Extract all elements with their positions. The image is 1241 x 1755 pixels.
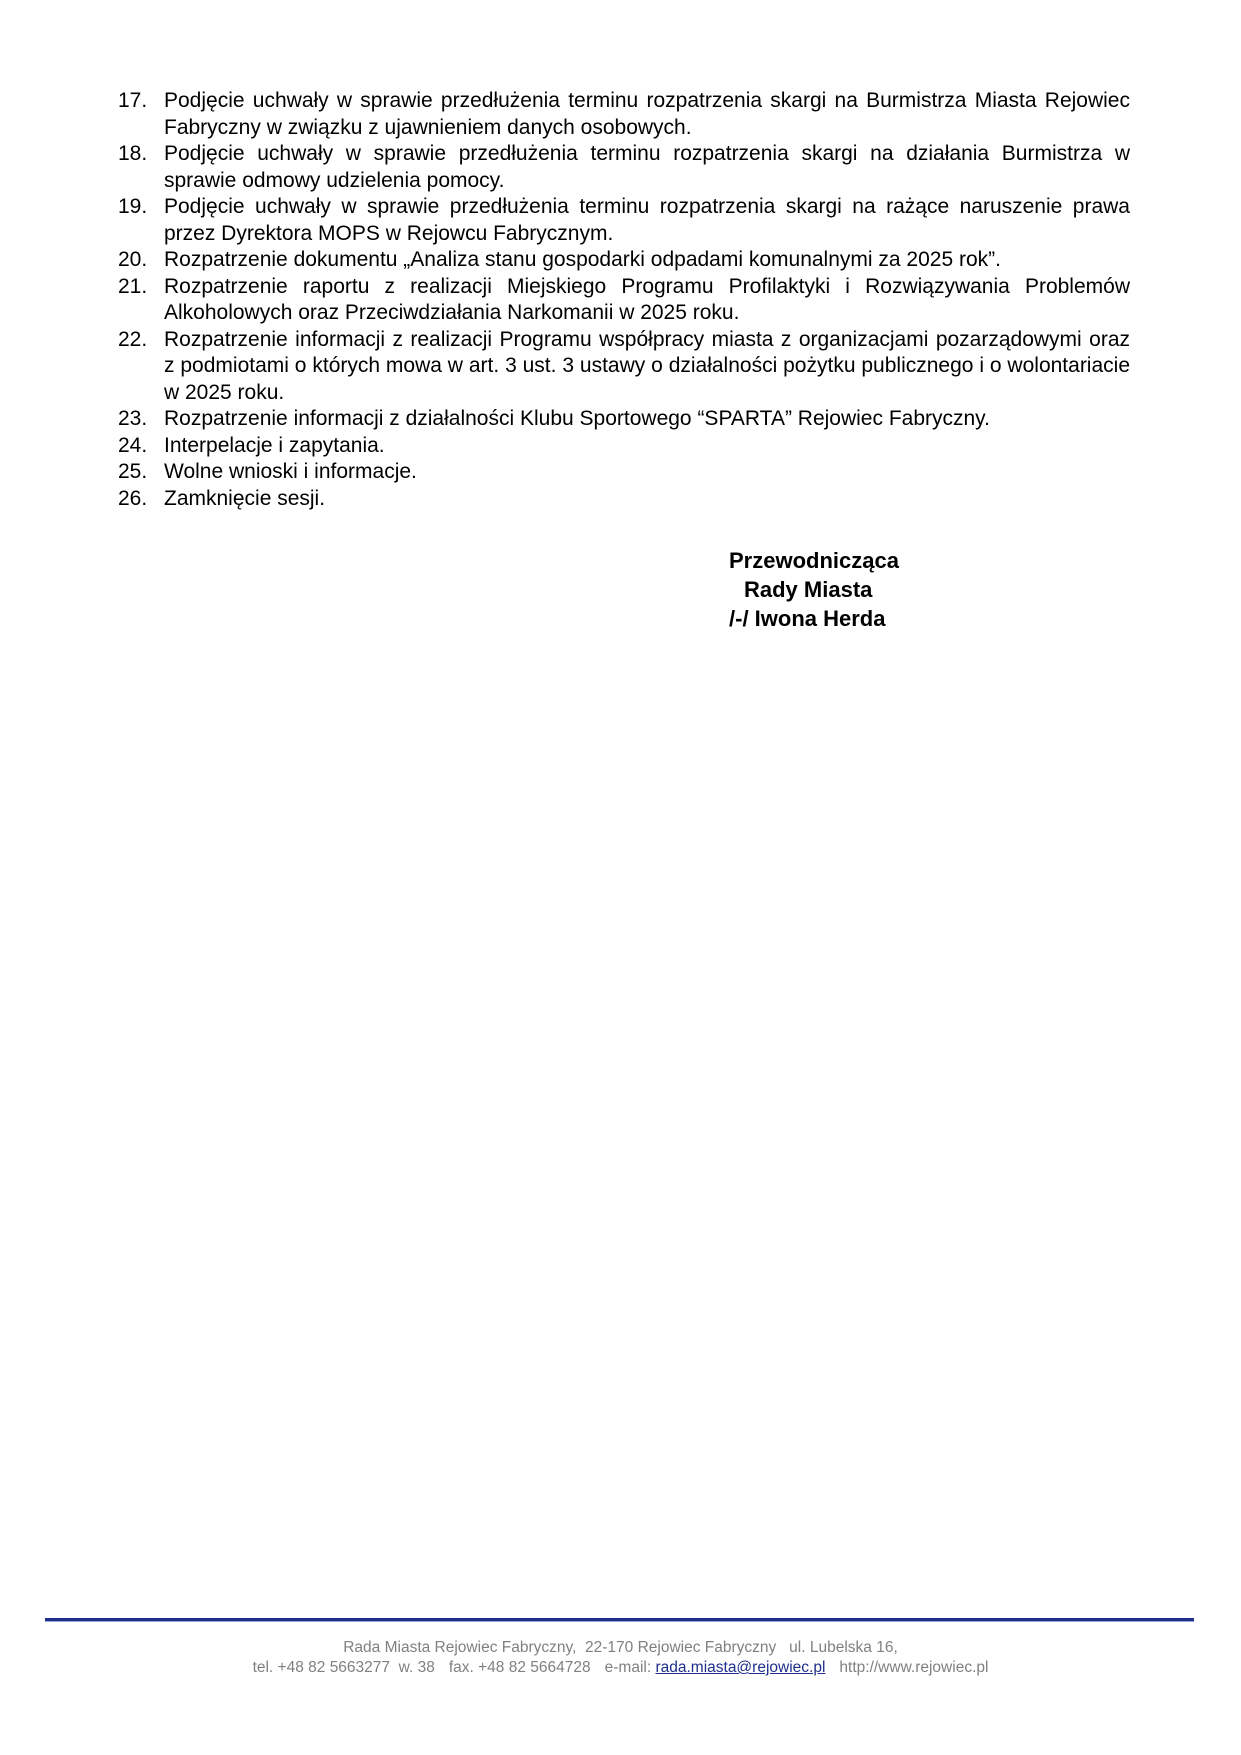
- agenda-item-text: Podjęcie uchwały w sprawie przedłużenia terminu rozpatrzenia skargi na Burmistrza Miasta Rejowiec Fabryczny w związku z ujawnieniem danych osobowych.: [164, 89, 1130, 139]
- agenda-item-number: 25.: [118, 460, 148, 483]
- footer-address: Rada Miasta Rejowiec Fabryczny, 22-170 Rejowiec Fabryczny ul. Lubelska 16,: [343, 1639, 898, 1656]
- agenda-item-number: 20.: [118, 248, 148, 271]
- agenda-item-text: Rozpatrzenie dokumentu „Analiza stanu gospodarki odpadami komunalnymi za 2025 rok”.: [164, 248, 1001, 271]
- agenda-item-text: Podjęcie uchwały w sprawie przedłużenia terminu rozpatrzenia skargi na rażące naruszenie prawa przez Dyrektora MOPS w Rejowcu Fabrycznym.: [164, 195, 1130, 245]
- agenda-item-24: [118, 433, 1130, 460]
- signature-council: Rady Miasta: [744, 577, 873, 602]
- footer-email-link[interactable]: rada.miasta@rejowiec.pl: [655, 1659, 826, 1676]
- agenda-item-text: Wolne wnioski i informacje.: [164, 460, 417, 483]
- agenda-list: [118, 88, 1130, 512]
- agenda-item-text: Rozpatrzenie informacji z realizacji Programu współpracy miasta z organizacjami pozarządowymi oraz z podmiotami o których mowa w art. 3 ust. 3 ustawy o działalności pożytku publicznego i o wolontariacie w 2025 roku.: [164, 327, 1130, 404]
- agenda-item-number: 17.: [118, 89, 148, 112]
- agenda-item-text: Podjęcie uchwały w sprawie przedłużenia terminu rozpatrzenia skargi na działania Burmistrza w sprawie odmowy udzielenia pomocy.: [164, 142, 1130, 192]
- agenda-item-text: Zamknięcie sesji.: [164, 486, 326, 510]
- footer-divider-shadow: [45, 1621, 1194, 1622]
- footer-phone: tel. +48 82 5663277 w. 38: [252, 1659, 435, 1676]
- footer-website: http://www.rejowiec.pl: [839, 1659, 989, 1676]
- agenda-item-18: [118, 141, 1130, 194]
- signature-block: [729, 546, 899, 633]
- signature-title: Przewodnicząca: [729, 548, 899, 573]
- agenda-item-20: [118, 247, 1130, 274]
- agenda-item-number: 21.: [118, 274, 148, 298]
- agenda-item-22: [118, 327, 1130, 407]
- agenda-item-number: 19.: [118, 195, 148, 218]
- agenda-item-number: 18.: [118, 142, 148, 165]
- signature-name: /-/ Iwona Herda: [729, 606, 886, 631]
- footer: [0, 1638, 1241, 1678]
- agenda-item-26: [118, 486, 1130, 513]
- agenda-item-21: [118, 274, 1130, 327]
- agenda-item-17: [118, 88, 1130, 141]
- footer-fax: fax. +48 82 5664728: [448, 1659, 591, 1676]
- agenda-item-text: Interpelacje i zapytania.: [164, 433, 385, 457]
- agenda-item-number: 23.: [118, 407, 148, 430]
- agenda-item-number: 26.: [118, 486, 148, 510]
- agenda-item-text: Rozpatrzenie informacji z działalności Klubu Sportowego “SPARTA” Rejowiec Fabryczny.: [164, 407, 990, 430]
- agenda-item-number: 22.: [118, 327, 148, 351]
- agenda-item-number: 24.: [118, 433, 148, 457]
- agenda-item-25: [118, 459, 1130, 486]
- footer-contact: [0, 1658, 1241, 1678]
- agenda-item-19: [118, 194, 1130, 247]
- agenda-item-text: Rozpatrzenie raportu z realizacji Miejskiego Programu Profilaktyki i Rozwiązywania Problemów Alkoholowych oraz Przeciwdziałania Narkomanii w 2025 roku.: [164, 274, 1130, 324]
- agenda-item-23: [118, 406, 1130, 433]
- footer-email-label: e-mail:: [604, 1659, 652, 1676]
